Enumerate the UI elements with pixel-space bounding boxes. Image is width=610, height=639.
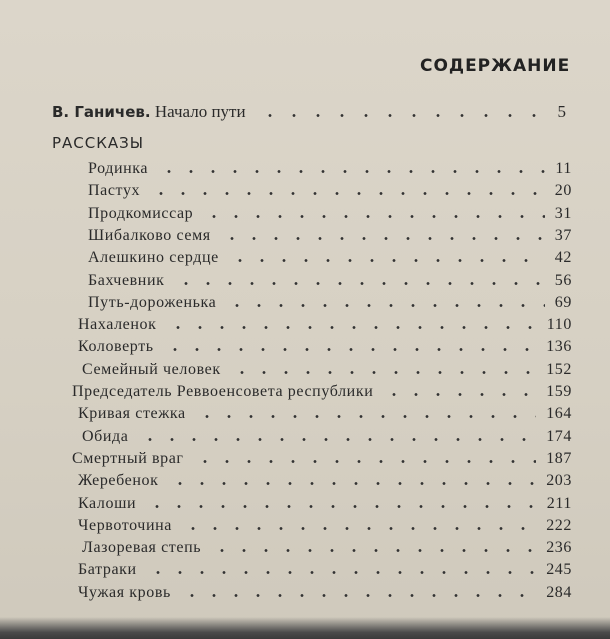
toc-row-title: Нахаленок — [78, 316, 157, 334]
toc-row — [0, 359, 572, 380]
toc-row — [0, 314, 572, 335]
toc-row — [0, 158, 572, 179]
toc-row — [0, 203, 572, 224]
toc-row-dots — [158, 158, 545, 179]
toc-row-title: Шибалково семя — [88, 226, 211, 244]
toc-row — [0, 515, 572, 536]
toc-row-dots — [167, 314, 537, 335]
toc-row-page: 187 — [546, 449, 572, 467]
toc-row-dots — [203, 203, 545, 224]
toc-row-title: Бахчевник — [88, 271, 165, 289]
intro-page-number: 5 — [557, 102, 566, 121]
toc-row — [0, 292, 572, 313]
toc-row-dots — [175, 270, 545, 291]
toc-row-page: 245 — [546, 561, 572, 579]
toc-row-page: 211 — [546, 494, 572, 512]
toc-row-page: 42 — [554, 249, 572, 267]
toc-row-title: Коловерть — [78, 338, 154, 356]
toc-intro-entry — [52, 102, 570, 124]
toc-row-page: 222 — [546, 516, 572, 534]
toc-row — [0, 180, 572, 201]
toc-row-title: Алешкино сердце — [88, 249, 219, 267]
toc-row — [0, 470, 572, 491]
toc-row-page: 110 — [546, 316, 572, 334]
toc-row-title: Обида — [82, 427, 129, 445]
toc-row-page: 236 — [546, 539, 572, 557]
toc-row-title: Родинка — [88, 160, 149, 177]
toc-row-title: Смертный враг — [72, 449, 184, 467]
toc-row-dots — [181, 582, 536, 603]
toc-row — [0, 270, 572, 291]
toc-row-title: Червоточина — [78, 516, 172, 534]
toc-row-page: 136 — [546, 338, 572, 356]
toc-row-page: 37 — [554, 226, 572, 244]
toc-row-page: 203 — [546, 472, 572, 490]
toc-row-page: 11 — [555, 160, 572, 177]
toc-row — [0, 493, 572, 514]
toc-row — [0, 426, 572, 447]
toc-row-dots — [150, 180, 545, 201]
toc-row-dots — [164, 336, 536, 357]
toc-row — [0, 225, 572, 246]
toc-row-page: 284 — [546, 583, 572, 601]
toc-row-page: 152 — [546, 360, 572, 378]
toc-row — [0, 336, 572, 357]
toc-row-page: 31 — [554, 204, 572, 222]
toc-row-page: 174 — [546, 427, 572, 445]
intro-author: В. Ганичев. — [52, 103, 151, 121]
toc-row-dots — [196, 403, 536, 424]
toc-row — [0, 448, 572, 469]
toc-row-title: Кривая стежка — [78, 405, 186, 423]
toc-row-title: Лазоревая степь — [82, 539, 202, 557]
page-title: СОДЕРЖАНИЕ — [420, 56, 571, 76]
toc-row-dots — [146, 493, 537, 514]
toc-row-page: 69 — [554, 293, 572, 311]
toc-row — [0, 559, 572, 580]
toc-row-dots — [169, 470, 536, 491]
toc-row — [0, 247, 572, 268]
toc-row-title: Путь-дороженька — [88, 293, 217, 311]
intro-title: Начало пути — [154, 102, 246, 121]
toc-row-page: 159 — [546, 383, 572, 400]
toc-row-title: Пастух — [88, 182, 141, 200]
toc-row-dots — [221, 225, 545, 246]
toc-row-dots — [383, 381, 536, 402]
toc-row — [0, 403, 572, 424]
toc-row-page: 164 — [546, 405, 572, 423]
toc-row-dots — [229, 247, 545, 268]
toc-row — [0, 381, 572, 402]
toc-row-dots — [194, 448, 536, 469]
page-bottom-shadow — [0, 617, 610, 639]
toc-row-dots — [182, 515, 536, 536]
toc-row-page: 56 — [554, 271, 572, 289]
toc-row-page: 20 — [554, 182, 572, 200]
toc-row-title: Жеребенок — [78, 472, 159, 490]
toc-row — [0, 582, 572, 603]
toc-row-dots — [147, 559, 536, 580]
toc-row-dots — [139, 426, 536, 447]
toc-row-dots — [226, 292, 545, 313]
toc-row-dots — [211, 537, 536, 558]
toc-row-title: Чужая кровь — [78, 583, 171, 601]
toc-row-title: Семейный человек — [82, 360, 221, 378]
toc-row-dots — [231, 359, 536, 380]
toc-row — [0, 537, 572, 558]
intro-dots — [258, 102, 547, 123]
section-heading: РАССКАЗЫ — [52, 134, 145, 152]
toc-row-title: Продкомиссар — [88, 204, 194, 222]
toc-row-title: Председатель Реввоенсовета республики — [72, 383, 374, 400]
toc-row-title: Калоши — [78, 494, 137, 512]
toc-row-title: Батраки — [78, 561, 137, 579]
